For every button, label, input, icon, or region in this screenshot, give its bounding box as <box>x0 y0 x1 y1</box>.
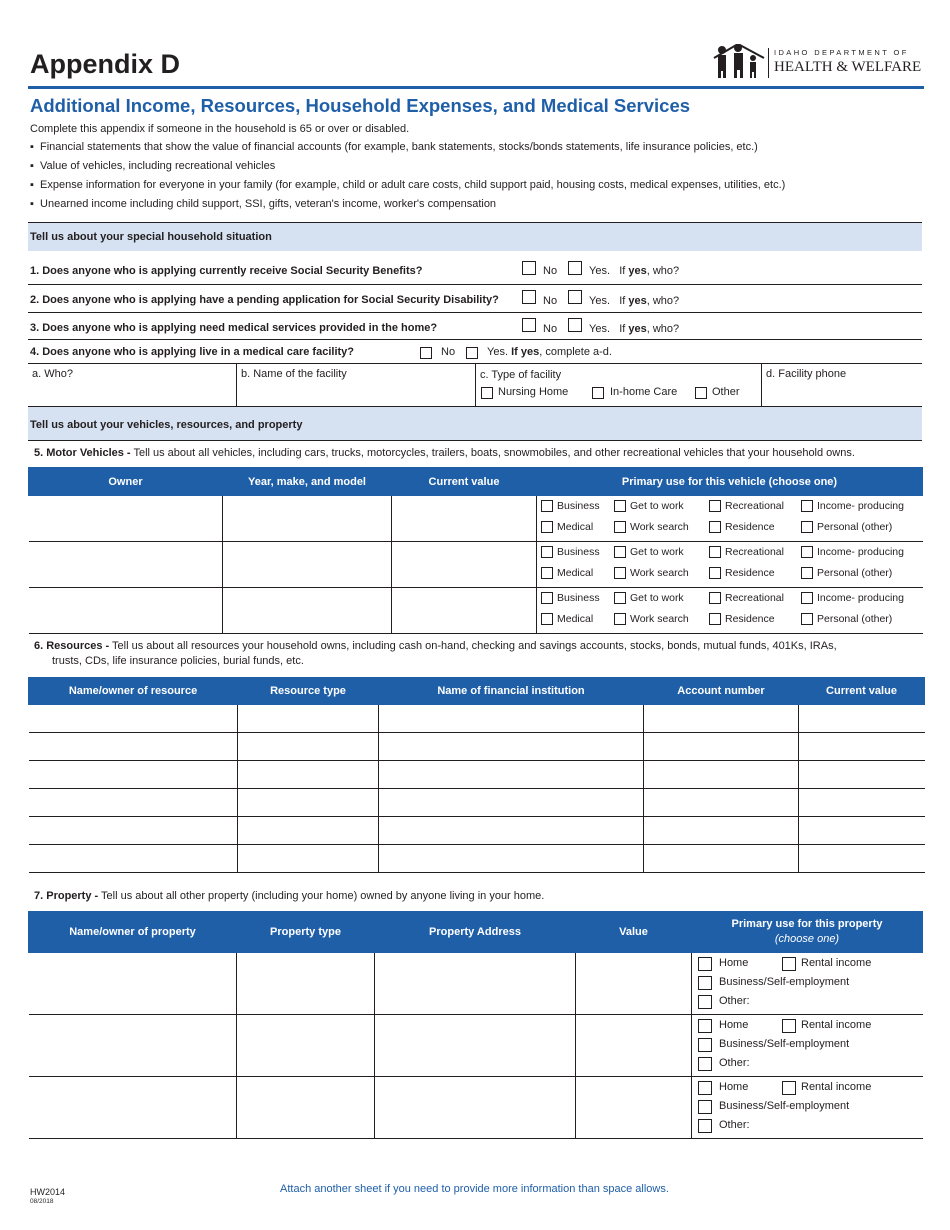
column-header: Account number <box>644 678 799 705</box>
account-number-cell[interactable] <box>644 761 799 789</box>
use-income-producing-option[interactable]: Income- producing <box>801 591 904 605</box>
use-recreational-option[interactable]: Recreational <box>709 499 784 513</box>
property-value-cell[interactable] <box>576 1015 692 1077</box>
resource-owner-cell[interactable] <box>29 789 238 817</box>
use-work-search-option[interactable]: Work search <box>614 612 689 626</box>
table-row <box>29 761 925 789</box>
q2-no-checkbox[interactable] <box>522 290 536 304</box>
vehicles-label: 5. Motor Vehicles - <box>34 447 131 459</box>
use-business-option[interactable]: Business <box>541 591 600 605</box>
resource-type-cell[interactable] <box>238 733 379 761</box>
page-title: Appendix D <box>30 49 181 79</box>
use-personal-other-option[interactable]: Personal (other) <box>801 612 892 626</box>
current-value-cell[interactable] <box>392 588 537 634</box>
footer-note: Attach another sheet if you need to provide more information than space allows. <box>280 1183 669 1195</box>
resource-owner-cell[interactable] <box>29 705 238 733</box>
use-home-label: Home <box>719 1081 749 1093</box>
vehicle-use-cell <box>537 496 923 542</box>
property-type-cell[interactable] <box>237 953 375 1015</box>
bullet-list <box>30 140 785 216</box>
use-other-label: Other: <box>719 1057 750 1069</box>
vehicle-use-cell <box>537 542 923 588</box>
use-other-checkbox[interactable] <box>698 995 712 1009</box>
table-row <box>29 953 923 1015</box>
use-home-checkbox[interactable] <box>698 957 712 971</box>
divider <box>28 339 922 340</box>
resources-description-2: trusts, CDs, life insurance policies, burial funds, etc. <box>52 655 304 667</box>
column-header: Name of financial institution <box>379 678 644 705</box>
other-facility-label: Other <box>712 386 740 398</box>
resource-type-cell[interactable] <box>238 817 379 845</box>
use-rental-income-checkbox[interactable] <box>782 957 796 971</box>
property-value-cell[interactable] <box>576 953 692 1015</box>
institution-cell[interactable] <box>379 733 644 761</box>
use-personal-other-option[interactable]: Personal (other) <box>801 520 892 534</box>
q2-yes-label <box>589 294 679 308</box>
use-other-label: Other: <box>719 995 750 1007</box>
question-3: 3. Does anyone who is applying need medical services provided in the home? <box>30 322 438 334</box>
account-number-cell[interactable] <box>644 705 799 733</box>
institution-cell[interactable] <box>379 845 644 873</box>
yes-text: Yes. <box>487 346 509 358</box>
q4-yes-checkbox[interactable] <box>466 347 478 359</box>
q3-no-label: No <box>543 323 558 335</box>
use-home-checkbox[interactable] <box>698 1019 712 1033</box>
account-number-cell[interactable] <box>644 845 799 873</box>
use-get-to-work-option[interactable]: Get to work <box>614 591 684 605</box>
use-residence-option[interactable]: Residence <box>709 612 775 626</box>
column-header: Name/owner of resource <box>29 678 238 705</box>
page-subtitle: Additional Income, Resources, Household Expenses, and Medical Services <box>30 95 691 116</box>
who-text: , who? <box>646 265 680 277</box>
yes-bold: yes <box>628 295 647 307</box>
q4-no-checkbox[interactable] <box>420 347 432 359</box>
property-type-cell[interactable] <box>237 1077 375 1139</box>
complete-text: , complete a-d. <box>539 346 612 358</box>
property-use-cell <box>692 953 923 1015</box>
column-header <box>692 912 923 953</box>
column-header: Property Address <box>375 912 576 953</box>
nursing-home-checkbox[interactable] <box>481 387 493 399</box>
institution-cell[interactable] <box>379 761 644 789</box>
section-heading: Tell us about your special household situation <box>30 231 272 243</box>
use-get-to-work-option[interactable]: Get to work <box>614 499 684 513</box>
current-value-cell[interactable] <box>799 817 925 845</box>
q3-no-checkbox[interactable] <box>522 318 536 332</box>
current-value-cell[interactable] <box>392 542 537 588</box>
column-header: Property type <box>237 912 375 953</box>
logo-top-text: IDAHO DEPARTMENT OF <box>774 48 909 57</box>
property-owner-cell[interactable] <box>29 1015 237 1077</box>
use-rental-income-label: Rental income <box>801 1081 872 1093</box>
bullet-text: Value of vehicles, including recreational vehicles <box>40 160 276 172</box>
owner-cell[interactable] <box>29 542 223 588</box>
facility-who-field[interactable]: a. Who? <box>32 368 73 380</box>
if-text: If <box>619 323 626 335</box>
table-row <box>29 1077 923 1139</box>
account-number-cell[interactable] <box>644 817 799 845</box>
property-type-cell[interactable] <box>237 1015 375 1077</box>
use-income-producing-option[interactable]: Income- producing <box>801 499 904 513</box>
account-number-cell[interactable] <box>644 733 799 761</box>
use-business-checkbox[interactable] <box>698 976 712 990</box>
q1-no-label: No <box>543 265 558 277</box>
use-other-label: Other: <box>719 1119 750 1131</box>
form-date: 08/2018 <box>30 1198 54 1205</box>
use-business-option[interactable]: Business <box>541 499 600 513</box>
property-owner-cell[interactable] <box>29 1077 237 1139</box>
divider <box>28 312 922 313</box>
divider <box>475 363 476 406</box>
header-rule <box>28 86 924 89</box>
resources-table <box>28 677 925 873</box>
facility-type-label: c. Type of facility <box>480 369 562 381</box>
use-personal-other-option[interactable]: Personal (other) <box>801 566 892 580</box>
who-text: , who? <box>646 295 680 307</box>
yes-text: Yes. <box>589 323 611 335</box>
vehicles-description <box>34 446 855 460</box>
section-heading: Tell us about your vehicles, resources, and property <box>30 419 303 431</box>
current-value-cell[interactable] <box>799 733 925 761</box>
vehicles-section-header <box>28 406 922 441</box>
situation-section-header <box>28 222 922 251</box>
property-use-cell <box>692 1015 923 1077</box>
resources-description <box>34 639 837 653</box>
resources-desc: Tell us about all resources your household owns, including cash on-hand, checking and savings accounts, stocks, bonds, mutual funds, 401Ks, IRAs, <box>109 640 837 652</box>
use-recreational-option[interactable]: Recreational <box>709 545 784 559</box>
use-business-label: Business/Self-employment <box>719 976 850 988</box>
table-row <box>29 817 925 845</box>
property-description <box>34 889 544 903</box>
logo-divider <box>768 48 769 78</box>
table-row <box>29 588 923 634</box>
column-header-text: Primary use for this property <box>731 918 883 930</box>
resource-owner-cell[interactable] <box>29 845 238 873</box>
vehicles-table <box>28 467 923 634</box>
year-make-model-cell[interactable] <box>223 542 392 588</box>
bullet-item: ▪ Value of vehicles, including recreational vehicles <box>30 160 276 172</box>
column-header: Value <box>576 912 692 953</box>
column-header: Current value <box>392 468 537 496</box>
column-header-subtext: (choose one) <box>774 933 840 945</box>
yes-text: Yes. <box>589 295 611 307</box>
use-business-checkbox[interactable] <box>698 1100 712 1114</box>
if-yes-bold: If yes <box>511 346 540 358</box>
q3-yes-label <box>589 322 679 336</box>
current-value-cell[interactable] <box>799 789 925 817</box>
use-home-checkbox[interactable] <box>698 1081 712 1095</box>
use-business-label: Business/Self-employment <box>719 1100 850 1112</box>
current-value-cell[interactable] <box>799 705 925 733</box>
bullet-item: ▪ Expense information for everyone in your family (for example, child or adult care costs, child support paid, housing costs, medical expenses, utilities, etc.) <box>30 179 786 191</box>
bullet-item: ▪ Financial statements that show the value of financial accounts (for example, bank statements, stocks/bonds statements, life insurance policies, etc.) <box>30 141 758 153</box>
property-address-cell[interactable] <box>375 1015 576 1077</box>
use-business-checkbox[interactable] <box>698 1038 712 1052</box>
resource-type-cell[interactable] <box>238 705 379 733</box>
use-business-label: Business/Self-employment <box>719 1038 850 1050</box>
divider <box>761 363 762 406</box>
use-business-option[interactable]: Business <box>541 545 600 559</box>
resources-label: 6. Resources - <box>34 640 110 652</box>
current-value-cell[interactable] <box>392 496 537 542</box>
divider <box>236 363 237 406</box>
bullet-text: Expense information for everyone in your family (for example, child or adult care costs, child support paid, housing costs, medical expenses, utilities, etc.) <box>40 179 786 191</box>
yes-bold: yes <box>628 265 647 277</box>
table-row <box>29 789 925 817</box>
column-header: Name/owner of property <box>29 912 237 953</box>
use-medical-option[interactable]: Medical <box>541 612 593 626</box>
current-value-cell[interactable] <box>799 845 925 873</box>
vehicles-desc: Tell us about all vehicles, including cars, trucks, motorcycles, trailers, boats, snowmobiles, and other recreational vehicles that your household owns. <box>130 447 855 459</box>
question-2: 2. Does anyone who is applying have a pending application for Social Security Disability? <box>30 294 499 306</box>
use-work-search-option[interactable]: Work search <box>614 520 689 534</box>
agency-logo <box>712 44 922 84</box>
nursing-home-label: Nursing Home <box>498 386 569 398</box>
question-1: 1. Does anyone who is applying currently receive Social Security Benefits? <box>30 265 423 277</box>
use-other-checkbox[interactable] <box>698 1057 712 1071</box>
current-value-cell[interactable] <box>799 761 925 789</box>
owner-cell[interactable] <box>29 588 223 634</box>
q3-yes-checkbox[interactable] <box>568 318 582 332</box>
family-logo-icon <box>712 44 772 78</box>
property-value-cell[interactable] <box>576 1077 692 1139</box>
property-use-cell <box>692 1077 923 1139</box>
institution-cell[interactable] <box>379 789 644 817</box>
use-other-checkbox[interactable] <box>698 1119 712 1133</box>
property-table <box>28 911 923 1139</box>
property-address-cell[interactable] <box>375 953 576 1015</box>
use-work-search-option[interactable]: Work search <box>614 566 689 580</box>
use-rental-income-label: Rental income <box>801 1019 872 1031</box>
use-rental-income-label: Rental income <box>801 957 872 969</box>
year-make-model-cell[interactable] <box>223 588 392 634</box>
form-id: HW2014 <box>30 1187 66 1197</box>
q2-yes-checkbox[interactable] <box>568 290 582 304</box>
year-make-model-cell[interactable] <box>223 496 392 542</box>
property-desc: Tell us about all other property (including your home) owned by anyone living in your home. <box>98 890 545 902</box>
column-header: Resource type <box>238 678 379 705</box>
divider <box>28 284 922 285</box>
table-row <box>29 496 923 542</box>
use-rental-income-checkbox[interactable] <box>782 1081 796 1095</box>
q4-yes-label <box>487 345 612 359</box>
institution-cell[interactable] <box>379 817 644 845</box>
resource-owner-cell[interactable] <box>29 733 238 761</box>
table-row <box>29 1015 923 1077</box>
bullet-item: ▪ Unearned income including child support, SSI, gifts, veteran's income, worker's compensation <box>30 198 497 210</box>
use-income-producing-option[interactable]: Income- producing <box>801 545 904 559</box>
table-row <box>29 542 923 588</box>
intro-text: Complete this appendix if someone in the household is 65 or over or disabled. <box>30 123 410 135</box>
bullet-text: Financial statements that show the value of financial accounts (for example, bank statements, stocks/bonds statements, life insurance policies, etc.) <box>40 141 758 153</box>
q1-yes-checkbox[interactable] <box>568 261 582 275</box>
resource-type-cell[interactable] <box>238 845 379 873</box>
table-header-row <box>29 912 923 953</box>
resource-owner-cell[interactable] <box>29 761 238 789</box>
yes-text: Yes. <box>589 265 611 277</box>
use-rental-income-checkbox[interactable] <box>782 1019 796 1033</box>
other-facility-checkbox[interactable] <box>695 387 707 399</box>
q1-yes-label <box>589 264 679 278</box>
use-home-label: Home <box>719 957 749 969</box>
use-get-to-work-option[interactable]: Get to work <box>614 545 684 559</box>
column-header: Year, make, and model <box>223 468 392 496</box>
facility-phone-field[interactable]: d. Facility phone <box>766 368 847 380</box>
property-address-cell[interactable] <box>375 1077 576 1139</box>
if-text: If <box>619 295 626 307</box>
use-recreational-option[interactable]: Recreational <box>709 591 784 605</box>
use-medical-option[interactable]: Medical <box>541 520 593 534</box>
use-residence-option[interactable]: Residence <box>709 520 775 534</box>
use-medical-option[interactable]: Medical <box>541 566 593 580</box>
owner-cell[interactable] <box>29 496 223 542</box>
table-row <box>29 705 925 733</box>
use-residence-option[interactable]: Residence <box>709 566 775 580</box>
in-home-care-label: In-home Care <box>610 386 678 398</box>
table-header-row <box>29 678 925 705</box>
institution-cell[interactable] <box>379 705 644 733</box>
table-header-row <box>29 468 923 496</box>
property-owner-cell[interactable] <box>29 953 237 1015</box>
resource-owner-cell[interactable] <box>29 817 238 845</box>
column-header: Current value <box>799 678 925 705</box>
column-header: Primary use for this vehicle (choose one) <box>537 468 923 496</box>
who-text: , who? <box>646 323 680 335</box>
account-number-cell[interactable] <box>644 789 799 817</box>
resource-type-cell[interactable] <box>238 761 379 789</box>
logo-bottom-text: HEALTH & WELFARE <box>774 59 922 75</box>
bullet-text: Unearned income including child support, SSI, gifts, veteran's income, worker's compensation <box>40 198 497 210</box>
vehicle-use-cell <box>537 588 923 634</box>
in-home-care-checkbox[interactable] <box>592 387 604 399</box>
if-text: If <box>619 265 626 277</box>
q2-no-label: No <box>543 295 558 307</box>
table-row <box>29 733 925 761</box>
property-label: 7. Property - <box>34 890 99 902</box>
facility-name-field[interactable]: b. Name of the facility <box>241 368 347 380</box>
yes-bold: yes <box>628 323 647 335</box>
use-home-label: Home <box>719 1019 749 1031</box>
column-header: Owner <box>29 468 223 496</box>
table-row <box>29 845 925 873</box>
q1-no-checkbox[interactable] <box>522 261 536 275</box>
resource-type-cell[interactable] <box>238 789 379 817</box>
q4-no-label: No <box>441 346 456 358</box>
question-4: 4. Does anyone who is applying live in a medical care facility? <box>30 346 355 358</box>
